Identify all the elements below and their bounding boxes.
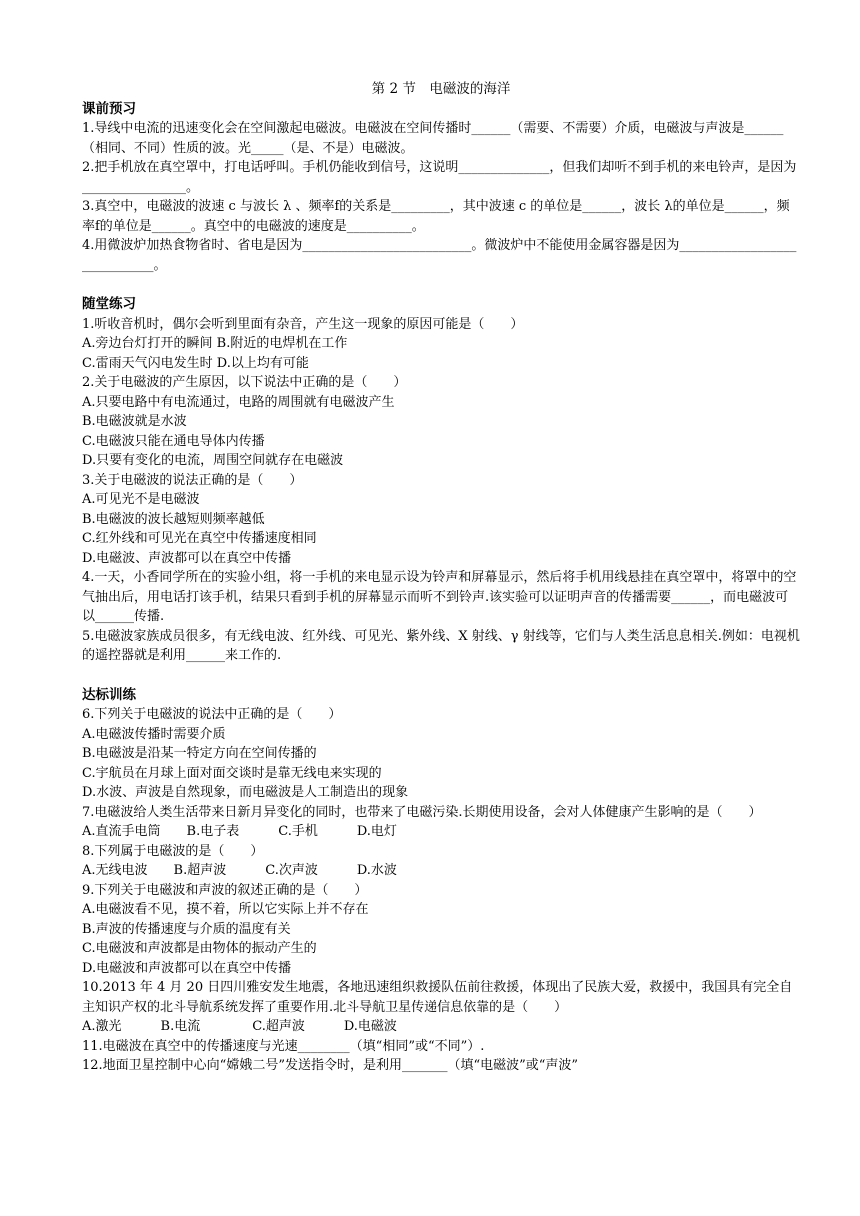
training-line: A.激光 B.电流 C.超声波 D.电磁波 bbox=[82, 1019, 397, 1034]
practice-line: B.电磁波就是水波 bbox=[82, 414, 187, 429]
practice-line: 1.听收音机时，偶尔会听到里面有杂音，产生这一现象的原因可能是（ ） bbox=[82, 316, 524, 332]
section-preview bbox=[82, 100, 800, 276]
practice-line: 2.关于电磁波的产生原因，以下说法中正确的是（ ） bbox=[82, 375, 407, 390]
section-heading-training: 达标训练 bbox=[82, 686, 136, 703]
training-line: C.宇航员在月球上面对面交谈时是靠无线电来实现的 bbox=[82, 765, 382, 781]
section-training bbox=[82, 686, 800, 1076]
training-line: A.电磁波传播时需要介质 bbox=[82, 726, 226, 742]
training-line: A.电磁波看不见，摸不着，所以它实际上并不存在 bbox=[82, 902, 369, 917]
training-line: A.直流手电筒 B.电子表 C.手机 D.电灯 bbox=[82, 824, 397, 839]
practice-line: 4.一天，小香同学所在的实验小组，将一手机的来电显示设为铃声和屏幕显示，然后将手机用线悬挂在真空罩中，将罩中的空气抽出后，用电话打该手机，结果只看到手机的屏幕显示而听不到铃声.该实验可以证明声音的传播需要______，而电磁波可以______传播. bbox=[82, 570, 797, 624]
training-line: B.声波的传播速度与介质的温度有关 bbox=[82, 921, 291, 937]
practice-line: A.可见光不是电磁波 bbox=[82, 492, 200, 507]
training-line: D.电磁波和声波都可以在真空中传播 bbox=[82, 960, 292, 976]
section-heading-preview: 课前预习 bbox=[82, 100, 136, 117]
preview-q2: 2.把手机放在真空罩中，打电话呼叫。手机仍能收到信号，这说明______________，但我们却听不到手机的来电铃声，是因为________________。 bbox=[82, 160, 797, 195]
practice-line: 5.电磁波家族成员很多，有无线电波、红外线、可见光、紫外线、X 射线、γ 射线等，它们与人类生活息息相关.例如：电视机的遥控器就是利用______来工作的. bbox=[82, 628, 800, 663]
training-line: 10.2013 年 4 月 20 日四川雅安发生地震，各地迅速组织救援队伍前往救援，体现出了民族大爱，救援中，我国具有完全自主知识产权的北斗导航系统发挥了重要作用.北斗导航卫星传递信息依靠的是（ ） bbox=[82, 980, 793, 1015]
practice-line: C.电磁波只能在通电导体内传播 bbox=[82, 433, 265, 449]
training-line: 9.下列关于电磁波和声波的叙述正确的是（ ） bbox=[82, 882, 368, 898]
section-heading-practice: 随堂练习 bbox=[82, 296, 136, 312]
practice-line: C.红外线和可见光在真空中传播速度相同 bbox=[82, 531, 317, 546]
training-line: 8.下列属于电磁波的是（ ） bbox=[82, 843, 264, 859]
training-line: 12.地面卫星控制中心向“嫦娥二号”发送指令时，是利用_______（填“电磁波”或“声波” bbox=[82, 1058, 579, 1073]
section-gap bbox=[82, 275, 800, 295]
preview-q3: 3.真空中，电磁波的波速 c 与波长 λ 、频率f的关系是_________，其中波速 c 的单位是______，波长 λ的单位是______，频率f的单位是______。真空中的电磁波的速度是__________。 bbox=[82, 199, 790, 234]
training-line: 7.电磁波给人类生活带来日新月异变化的同时，也带来了电磁污染.长期使用设备，会对人体健康产生影响的是（ ） bbox=[82, 804, 762, 820]
practice-line: D.电磁波、声波都可以在真空中传播 bbox=[82, 550, 292, 566]
training-line: 6.下列关于电磁波的说法中正确的是（ ） bbox=[82, 707, 342, 722]
training-line: A.无线电波 B.超声波 C.次声波 D.水波 bbox=[82, 863, 397, 878]
practice-line: C.雷雨天气闪电发生时 D.以上均有可能 bbox=[82, 355, 309, 371]
training-line: D.水波、声波是自然现象，而电磁波是人工制造出的现象 bbox=[82, 785, 409, 800]
training-line: 11.电磁波在真空中的传播速度与光速________（填“相同”或“不同”）. bbox=[82, 1038, 485, 1054]
practice-line: A.只要电路中有电流通过，电路的周围就有电磁波产生 bbox=[82, 394, 395, 410]
practice-line: A.旁边台灯打开的瞬间 B.附近的电焊机在工作 bbox=[82, 336, 348, 351]
section-practice bbox=[82, 295, 800, 666]
training-line: B.电磁波是沿某一特定方向在空间传播的 bbox=[82, 746, 317, 761]
page-title: 第 2 节 电磁波的海洋 bbox=[371, 81, 511, 97]
practice-line: 3.关于电磁波的说法正确的是（ ） bbox=[82, 472, 303, 488]
preview-q1: 1.导线中电流的迅速变化会在空间激起电磁波。电磁波在空间传播时______（需要、不需要）介质，电磁波与声波是______（相同、不同）性质的波。光_____（是、不是）电磁波。 bbox=[82, 121, 784, 156]
section-gap bbox=[82, 666, 800, 686]
practice-line: B.电磁波的波长越短则频率越低 bbox=[82, 511, 265, 527]
training-line: C.电磁波和声波都是由物体的振动产生的 bbox=[82, 941, 317, 956]
preview-q4: 4.用微波炉加热食物省时、省电是因为__________________________。微波炉中不能使用金属容器是因为_____________________________。 bbox=[82, 238, 797, 273]
practice-line: D.只要有变化的电流，周围空间就存在电磁波 bbox=[82, 453, 344, 468]
